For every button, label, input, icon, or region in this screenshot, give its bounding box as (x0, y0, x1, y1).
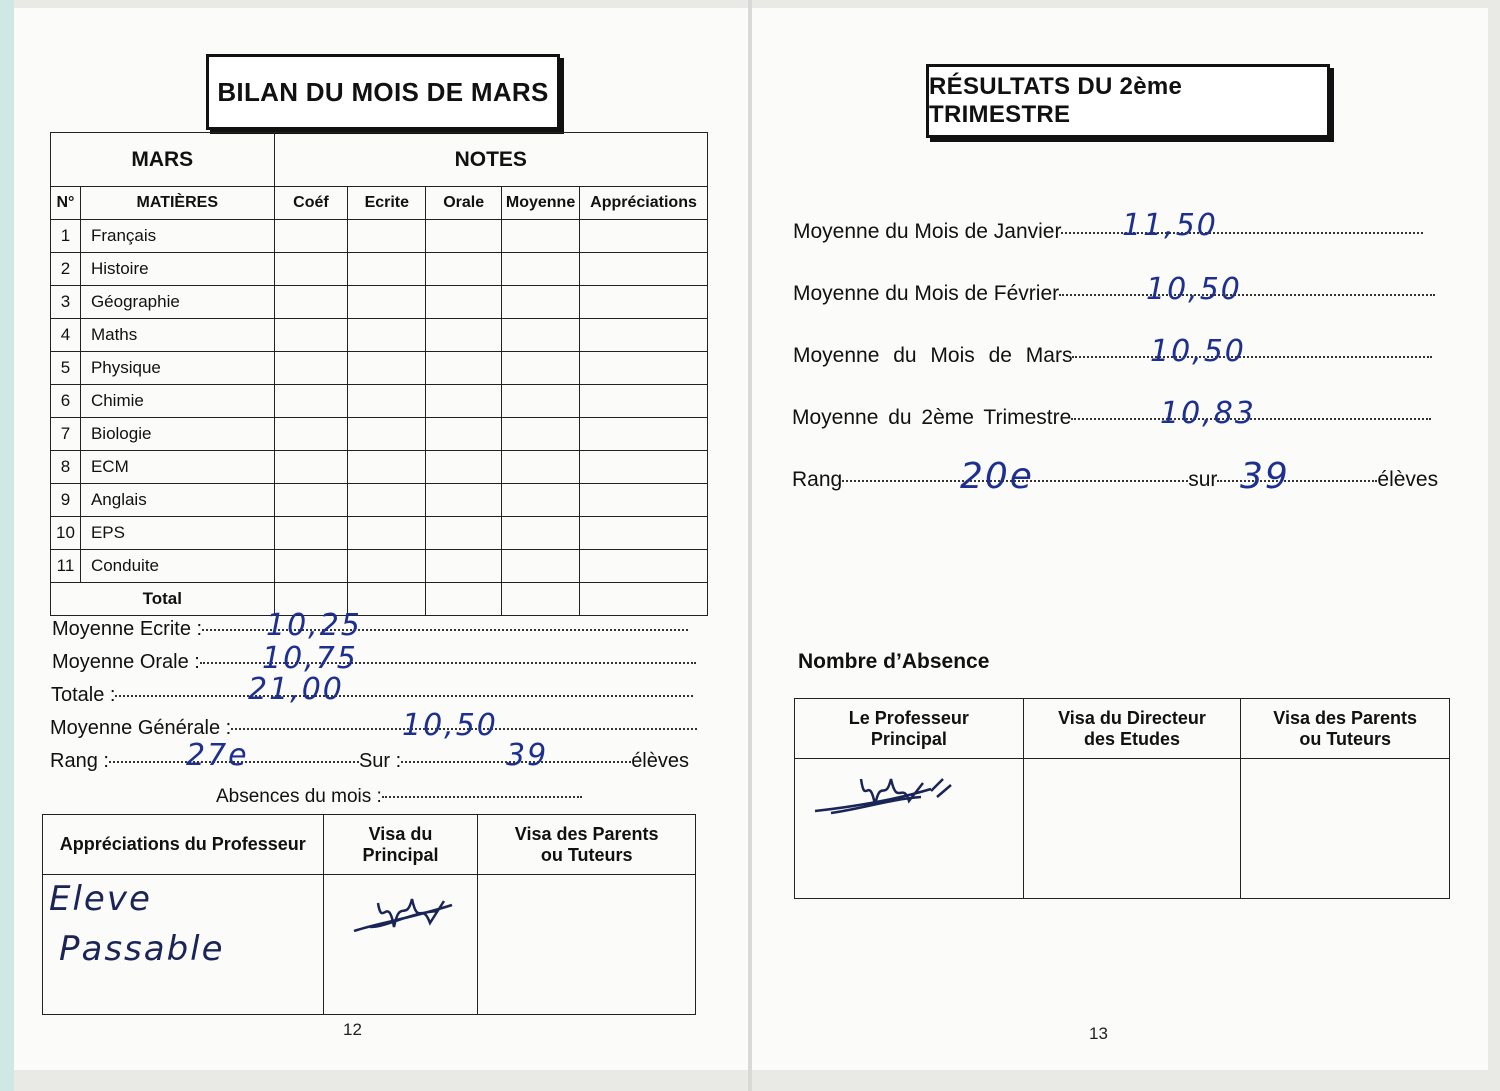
grade-cell (426, 418, 502, 451)
row-number: 10 (51, 517, 81, 550)
month-title-text: BILAN DU MOIS DE MARS (217, 76, 549, 107)
grade-cell (426, 286, 502, 319)
grade-cell (502, 286, 580, 319)
grade-cell (426, 352, 502, 385)
parents-visa-right-line1: Visa des Parents (1273, 707, 1418, 728)
grade-cell (274, 550, 348, 583)
professeur-principal-header (795, 699, 1024, 759)
professeur-signature (811, 767, 961, 827)
rang-value: 27e (186, 738, 249, 773)
grade-cell (274, 319, 348, 352)
grade-cell (426, 550, 502, 583)
grade-cell (348, 253, 426, 286)
moyenne-generale-value: 10,50 (402, 708, 498, 743)
grade-cell (274, 352, 348, 385)
grade-cell (502, 451, 580, 484)
directeur-visa-line2: des Etudes (1083, 728, 1181, 749)
grade-cell (502, 352, 580, 385)
moyenne-header: Moyenne (502, 187, 580, 220)
grade-rows (51, 220, 708, 583)
dotted-fill (1059, 294, 1435, 296)
subject-header: MATIÈRES (80, 187, 274, 220)
grade-cell (426, 253, 502, 286)
grade-cell (580, 286, 708, 319)
grade-cell (274, 253, 348, 286)
grade-cell (426, 517, 502, 550)
appreciations-header: Appréciations (580, 187, 708, 220)
row-number: 7 (51, 418, 81, 451)
grades-table (50, 132, 708, 616)
fevrier-value: 10,50 (1146, 272, 1242, 307)
dotted-fill (1072, 356, 1432, 358)
grade-cell (502, 484, 580, 517)
teacher-appreciation-cell (43, 875, 324, 1015)
moyenne-orale-line (52, 651, 696, 674)
grade-cell (426, 220, 502, 253)
row-number: 1 (51, 220, 81, 253)
row-number: 4 (51, 319, 81, 352)
grade-cell (580, 385, 708, 418)
grade-cell (426, 385, 502, 418)
principal-visa-line1: Visa du (368, 823, 433, 844)
grade-cell (502, 253, 580, 286)
grade-cell (580, 352, 708, 385)
row-number: 8 (51, 451, 81, 484)
grade-cell (426, 484, 502, 517)
grade-cell (580, 451, 708, 484)
parents-visa-line2: ou Tuteurs (540, 844, 633, 865)
appreciation-line2: Passable (59, 929, 225, 969)
principal-visa-line2: Principal (362, 844, 439, 865)
grade-cell (274, 220, 348, 253)
moyenne-generale-label: Moyenne Générale : (50, 717, 232, 739)
row-subject: Biologie (80, 418, 274, 451)
grade-cell (580, 484, 708, 517)
grade-cell (580, 253, 708, 286)
rang-trimestre-line (792, 468, 1438, 492)
table-row (51, 484, 708, 517)
row-number: 2 (51, 253, 81, 286)
grade-cell (580, 418, 708, 451)
absence-label: Nombre d’Absence (798, 650, 990, 673)
sur-label: Sur : (358, 750, 402, 772)
grade-cell (348, 319, 426, 352)
directeur-signature-cell (1023, 759, 1241, 899)
total-cell (426, 583, 502, 616)
janvier-label: Moyenne du Mois de Janvier (793, 220, 1062, 243)
appreciation-line1: Eleve (49, 879, 152, 919)
grade-cell (348, 220, 426, 253)
parents-visa-line1: Visa des Parents (514, 823, 659, 844)
absences-label: Absences du mois : (216, 786, 382, 807)
grade-cell (274, 385, 348, 418)
month-header: MARS (51, 133, 275, 187)
grade-cell (274, 517, 348, 550)
row-subject: EPS (80, 517, 274, 550)
mars-line (793, 344, 1432, 368)
parents-signature-cell-right (1241, 759, 1450, 899)
table-row (51, 451, 708, 484)
row-subject: Chimie (80, 385, 274, 418)
moyenne-orale-value: 10,75 (262, 641, 358, 676)
grade-cell (580, 550, 708, 583)
row-number: 11 (51, 550, 81, 583)
grade-cell (502, 385, 580, 418)
grade-cell (502, 220, 580, 253)
trimestre-label: Moyenne du 2ème Trimestre (792, 406, 1072, 429)
right-page (752, 8, 1488, 1070)
grade-cell (502, 517, 580, 550)
table-row (51, 385, 708, 418)
total-label: Total (51, 583, 275, 616)
grade-cell (348, 286, 426, 319)
sur-trimestre-value: 39 (1240, 456, 1290, 497)
trimester-title-text: RÉSULTATS DU 2ème TRIMESTRE (929, 73, 1183, 128)
table-row (51, 220, 708, 253)
row-number: 5 (51, 352, 81, 385)
table-row (51, 253, 708, 286)
mars-value: 10,50 (1150, 334, 1246, 369)
parents-visa-header-right (1241, 699, 1450, 759)
grade-cell (502, 418, 580, 451)
dotted-fill (382, 796, 582, 798)
rang-line (50, 750, 689, 773)
totale-value: 21,00 (248, 672, 344, 707)
professeur-signature-cell (795, 759, 1024, 899)
total-cell (502, 583, 580, 616)
grade-cell (348, 550, 426, 583)
dotted-fill (115, 695, 693, 697)
table-row (51, 418, 708, 451)
janvier-line (793, 220, 1423, 244)
absences-line (216, 786, 582, 808)
grade-cell (348, 352, 426, 385)
row-subject: Physique (80, 352, 274, 385)
grade-cell (274, 286, 348, 319)
rang-trimestre-label: Rang (792, 468, 843, 491)
table-row (51, 286, 708, 319)
ecrite-header: Ecrite (348, 187, 426, 220)
grade-cell (580, 517, 708, 550)
mars-label: Moyenne du Mois de Mars (793, 344, 1073, 367)
trimestre-line (792, 406, 1431, 430)
row-subject: Géographie (80, 286, 274, 319)
left-page (14, 8, 748, 1070)
grade-cell (580, 319, 708, 352)
table-row (51, 352, 708, 385)
grade-cell (274, 418, 348, 451)
grade-cell (348, 484, 426, 517)
table-row (51, 550, 708, 583)
dotted-fill (1061, 232, 1423, 234)
grade-cell (580, 220, 708, 253)
sur-value: 39 (506, 738, 549, 773)
teacher-appreciation-header: Appréciations du Professeur (43, 815, 324, 875)
moyenne-generale-line (50, 717, 697, 740)
grade-cell (348, 517, 426, 550)
moyenne-ecrite-value: 10,25 (266, 608, 362, 643)
totale-label: Totale : (51, 684, 116, 706)
row-subject: Anglais (80, 484, 274, 517)
row-number: 3 (51, 286, 81, 319)
total-cell (580, 583, 708, 616)
row-subject: Conduite (80, 550, 274, 583)
row-subject: Histoire (80, 253, 274, 286)
left-signature-table (42, 814, 696, 1015)
table-row (51, 517, 708, 550)
professeur-principal-line2: Principal (870, 728, 947, 749)
eleves-label: élèves (631, 750, 689, 772)
number-header: N° (51, 187, 81, 220)
principal-visa-header (323, 815, 478, 875)
principal-signature (348, 883, 458, 943)
grade-cell (348, 418, 426, 451)
fevrier-line (793, 282, 1435, 306)
directeur-visa-header (1023, 699, 1241, 759)
moyenne-ecrite-line (52, 618, 688, 641)
parents-visa-right-line2: ou Tuteurs (1299, 728, 1391, 749)
row-subject: Français (80, 220, 274, 253)
principal-signature-cell (323, 875, 478, 1015)
coef-header: Coéf (274, 187, 348, 220)
trimester-title (926, 64, 1330, 138)
booklet-cover-edge (0, 0, 14, 1091)
rang-label: Rang : (50, 750, 109, 772)
grade-cell (274, 484, 348, 517)
grade-cell (274, 451, 348, 484)
trimestre-value: 10,83 (1160, 396, 1256, 431)
grade-cell (348, 451, 426, 484)
janvier-value: 11,50 (1122, 208, 1218, 243)
directeur-visa-line1: Visa du Directeur (1058, 707, 1206, 728)
grade-cell (348, 385, 426, 418)
rang-trimestre-value: 20e (960, 456, 1034, 497)
row-subject: ECM (80, 451, 274, 484)
parents-signature-cell (478, 875, 696, 1015)
orale-header: Orale (426, 187, 502, 220)
grade-cell (426, 451, 502, 484)
sur-trimestre-label: sur (1188, 468, 1218, 491)
grade-cell (426, 319, 502, 352)
row-number: 6 (51, 385, 81, 418)
row-subject: Maths (80, 319, 274, 352)
professeur-principal-line1: Le Professeur (848, 707, 969, 728)
right-page-number: 13 (1089, 1024, 1108, 1043)
right-signature-table (794, 698, 1450, 899)
totale-line (51, 684, 693, 707)
row-number: 9 (51, 484, 81, 517)
moyenne-orale-label: Moyenne Orale : (52, 651, 200, 673)
table-row (51, 319, 708, 352)
fevrier-label: Moyenne du Mois de Février (793, 282, 1060, 305)
grade-cell (502, 319, 580, 352)
notes-header: NOTES (274, 133, 707, 187)
grade-cell (502, 550, 580, 583)
left-page-number: 12 (343, 1020, 362, 1039)
month-title (206, 54, 560, 130)
parents-visa-header (478, 815, 696, 875)
eleves-trimestre-label: élèves (1377, 468, 1439, 491)
moyenne-ecrite-label: Moyenne Ecrite : (52, 618, 203, 640)
